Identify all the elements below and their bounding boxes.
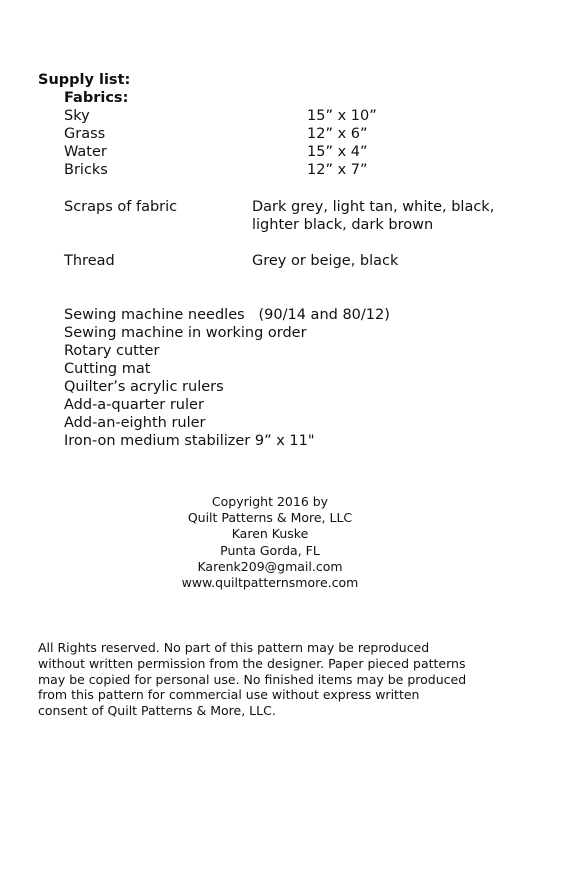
list-item: Rotary cutter	[64, 343, 160, 359]
designer-email: Karenk209@gmail.com	[197, 558, 343, 574]
list-item: Quilter’s acrylic rulers	[64, 379, 224, 395]
fabric-name: Grass	[64, 126, 106, 142]
supply-list-heading: Supply list:	[38, 72, 131, 88]
company-name: Quilt Patterns & More, LLC	[187, 510, 353, 526]
designer-location: Punta Gorda, FL	[220, 542, 320, 558]
fabric-name: Water	[64, 144, 107, 160]
list-item: Sewing machine needles (90/14 and 80/12)	[64, 307, 390, 323]
scraps-colors-line1: Dark grey, light tan, white, black,	[252, 199, 495, 215]
scraps-label: Scraps of fabric	[64, 199, 178, 215]
thread-label: Thread	[64, 253, 115, 269]
fabric-size: 15” x 4”	[307, 144, 368, 160]
fabric-name: Sky	[64, 108, 90, 124]
designer-name: Karen Kuske	[231, 526, 309, 542]
fabric-name: Bricks	[64, 162, 108, 178]
list-item: Iron-on medium stabilizer 9” x 11"	[64, 433, 315, 449]
tools-list	[64, 306, 390, 450]
thread-value: Grey or beige, black	[252, 253, 399, 269]
copyright-block	[0, 494, 540, 591]
copyright-line: Copyright 2016 by	[211, 494, 329, 509]
list-item: Sewing machine in working order	[64, 325, 307, 341]
list-item: Add-a-quarter ruler	[64, 397, 204, 413]
fabrics-heading: Fabrics:	[64, 90, 129, 106]
list-item: Cutting mat	[64, 361, 151, 377]
scraps-colors-line2: lighter black, dark brown	[252, 217, 434, 233]
designer-website: www.quiltpatternsmore.com	[181, 575, 359, 591]
fabric-size: 12” x 6”	[307, 126, 368, 142]
rights-notice: All Rights reserved. No part of this pattern may be reproduced without written permission from the designer. Paper pieced patterns may be copied for personal use. No finished items may be produced from this pattern for commercial use without express written consent of Quilt Patterns & More, LLC.	[38, 640, 467, 719]
fabric-size: 15” x 10”	[307, 108, 377, 124]
list-item: Add-an-eighth ruler	[64, 415, 206, 431]
fabric-size: 12” x 7”	[307, 162, 368, 178]
